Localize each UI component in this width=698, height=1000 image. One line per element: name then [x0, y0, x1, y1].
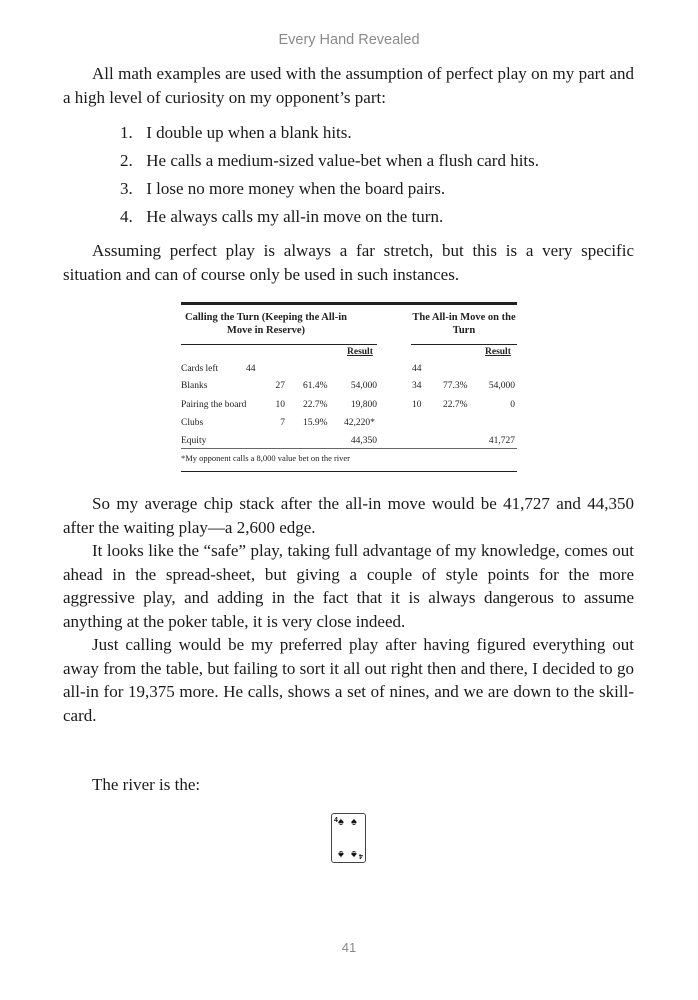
- right-percent: 22.7%: [443, 400, 468, 410]
- row-label: Pairing the board: [181, 400, 247, 410]
- right-result-label: Result: [485, 347, 511, 357]
- right-result: 41,727: [488, 436, 515, 446]
- left-result: 44,350: [350, 436, 377, 446]
- running-header: Every Hand Revealed: [278, 32, 420, 48]
- spade-icon: ♠: [338, 848, 344, 860]
- left-result: 54,000: [350, 381, 377, 391]
- paragraph-after-list: [63, 239, 634, 286]
- list-item: [120, 175, 539, 203]
- spade-icon: ♠: [351, 816, 357, 828]
- list-number: 2.: [120, 151, 133, 170]
- table-footnote: *My opponent calls a 8,000 value bet on the river: [181, 453, 351, 463]
- card-rank-bottom: 4: [359, 852, 363, 859]
- right-result: 54,000: [488, 381, 515, 391]
- right-percent: 77.3%: [443, 381, 468, 391]
- river-card: [331, 813, 366, 863]
- assumption-list: [120, 119, 539, 231]
- paragraph: Just calling would be my preferred play after having figured everything out away from the table, but failing to sort it all out right then and there, I decided to go all-in for 19,375 more. He calls, shows a set of nines, and we are down to the skill-card.: [63, 635, 634, 725]
- paragraph-text: Assuming perfect play is always a far stretch, but this is a very specific situation and can of course only be used in such instances.: [63, 241, 634, 284]
- list-text: I lose no more money when the board pairs.: [146, 179, 446, 198]
- page-number: 41: [341, 940, 357, 955]
- row-label: Blanks: [181, 381, 208, 391]
- list-item: [120, 147, 539, 175]
- list-number: 4.: [120, 207, 133, 226]
- paragraph: So my average chip stack after the all-in move would be 41,727 and 44,350 after the waiting play—a 2,600 edge.: [63, 494, 634, 537]
- spade-icon: ♠: [351, 848, 357, 860]
- list-text: I double up when a blank hits.: [146, 123, 352, 142]
- right-count: 44: [412, 364, 422, 374]
- equity-table: [181, 302, 517, 472]
- list-number: 1.: [120, 123, 133, 142]
- row-label: Equity: [181, 436, 207, 446]
- left-percent: 15.9%: [303, 418, 328, 428]
- list-text: He always calls my all-in move on the turn.: [146, 207, 444, 226]
- row-label: Clubs: [181, 418, 204, 428]
- left-percent: 22.7%: [303, 400, 328, 410]
- right-column-header: The All-in Move on the Turn: [412, 312, 516, 336]
- right-count: 34: [412, 381, 422, 391]
- left-percent: 61.4%: [303, 381, 328, 391]
- spade-icon: ♠: [338, 816, 344, 828]
- intro-paragraph: [63, 62, 634, 109]
- list-item: [120, 203, 539, 231]
- paragraph: It looks like the “safe” play, taking full advantage of my knowledge, comes out ahead in the spread-sheet, but giving a couple of style points for the more aggressive play, and adding in the fact that it is always dangerous to assume anything at the poker table, it is very close indeed.: [63, 541, 634, 631]
- row-label: Cards left: [181, 364, 219, 374]
- left-result: 42,220*: [344, 418, 375, 428]
- left-count: 27: [275, 381, 285, 391]
- footnote-rule: [181, 448, 517, 449]
- right-count: 10: [412, 400, 422, 410]
- card-rank-top: 4: [334, 817, 338, 824]
- body-text: [63, 492, 634, 727]
- left-count: 44: [246, 364, 256, 374]
- left-count: 7: [280, 418, 285, 428]
- list-text: He calls a medium-sized value-bet when a flush card hits.: [146, 151, 540, 170]
- river-text: The river is the:: [92, 775, 201, 794]
- left-result: 19,800: [350, 400, 377, 410]
- list-number: 3.: [120, 179, 133, 198]
- left-header-rule: [181, 344, 377, 345]
- intro-text: All math examples are used with the assumption of perfect play on my part and a high level of curiosity on my opponent’s part:: [63, 64, 634, 107]
- right-header-rule: [411, 344, 517, 345]
- list-item: [120, 119, 539, 147]
- left-count: 10: [275, 400, 285, 410]
- left-column-header: Calling the Turn (Keeping the All-in Move in Reserve): [185, 312, 347, 336]
- right-result: 0: [510, 400, 515, 410]
- river-line: [63, 773, 634, 797]
- left-result-label: Result: [347, 347, 373, 357]
